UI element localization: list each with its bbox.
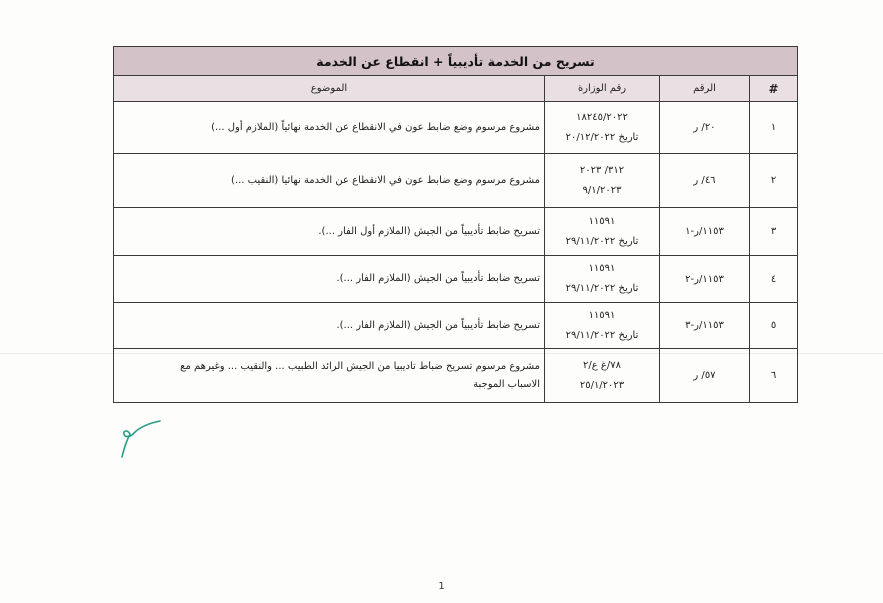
table-row	[114, 208, 798, 256]
row-ministry-number	[545, 256, 660, 303]
row-ministry-number	[545, 102, 660, 154]
ministry-date: تاريخ ٢٠/١٢/٢٠٢٢	[565, 131, 639, 143]
row-subject	[114, 349, 545, 403]
row-subject	[114, 256, 545, 303]
row-subject	[114, 208, 545, 256]
row-subject	[114, 154, 545, 208]
ministry-date: تاريخ ٢٩/١١/٢٠٢٢	[565, 283, 639, 294]
subject-text: تسريح ضابط تأديبياً من الجيش (الملازم الفار ...).	[336, 319, 540, 331]
ministry-ref: ٣١٢/ ٢٠٢٣	[579, 164, 625, 176]
row-ministry-number	[545, 349, 660, 403]
subject-text: تسريح ضابط تأديبياً من الجيش (الملازم أول الفار ...).	[318, 225, 540, 237]
row-number: ٤٦/ ر	[660, 154, 750, 208]
subject-text: مشروع مرسوم وضع ضابط عون في الانقطاع عن الخدمة نهائيا (النقيب ...)	[231, 174, 540, 186]
subject-text: مشروع مرسوم تسريح ضباط تاديبيا من الجيش الرائد الطبيب ... والنقيب ... وغيرهم مع	[180, 360, 540, 372]
row-index: ١	[750, 102, 798, 154]
row-number: ١١٥٣/ر-١	[660, 208, 750, 256]
row-index: ٣	[750, 208, 798, 256]
table-row	[114, 102, 798, 154]
row-number: ٥٧/ ر	[660, 349, 750, 403]
row-subject	[114, 102, 545, 154]
row-index: ٤	[750, 256, 798, 303]
row-ministry-number	[545, 154, 660, 208]
row-number: ١١٥٣/ر-٣	[660, 303, 750, 349]
table-row	[114, 256, 798, 303]
table-row	[114, 154, 798, 208]
table-row	[114, 303, 798, 349]
ministry-ref: ٧٨/غ ع/٢	[583, 359, 621, 371]
header-index: #	[750, 76, 798, 102]
row-ministry-number	[545, 208, 660, 256]
table-header-row	[114, 76, 798, 102]
row-number: ١١٥٣/ر-٢	[660, 256, 750, 303]
table-title: تسريح من الخدمة تأديبياً + انقطاع عن الخدمة	[114, 47, 798, 76]
table-row	[114, 349, 798, 403]
row-ministry-number	[545, 303, 660, 349]
row-subject	[114, 303, 545, 349]
signature-mark	[118, 420, 166, 460]
ministry-date: تاريخ ٢٩/١١/٢٠٢٢	[565, 329, 639, 341]
header-number: الرقم	[660, 76, 750, 102]
ministry-date: تاريخ ٢٩/١١/٢٠٢٢	[565, 235, 639, 247]
subject-text: تسريح ضابط تأديبياً من الجيش (الملازم الفار ...).	[336, 273, 540, 284]
discharge-table	[113, 46, 798, 403]
ministry-ref: ١٨٢٤٥/٢٠٢٢	[576, 111, 628, 123]
subject-text-continued: الاسباب الموجبة	[473, 378, 540, 390]
header-ministry-number: رقم الوزارة	[545, 76, 660, 102]
row-number: ٢٠/ ر	[660, 102, 750, 154]
subject-text: مشروع مرسوم وضع ضابط عون في الانقطاع عن الخدمة نهائياً (الملازم أول ...)	[211, 121, 540, 133]
header-subject: الموضوع	[114, 76, 545, 102]
ministry-ref: ١١٥٩١	[588, 215, 616, 227]
row-index: ٥	[750, 303, 798, 349]
ministry-date: ٩/١/٢٠٢٣	[582, 184, 622, 196]
ministry-date: ٢٥/١/٢٠٢٣	[579, 379, 625, 391]
page-number: 1	[438, 581, 445, 592]
row-index: ٢	[750, 154, 798, 208]
ministry-ref: ١١٥٩١	[588, 309, 616, 321]
row-index: ٦	[750, 349, 798, 403]
ministry-ref: ١١٥٩١	[588, 263, 616, 274]
